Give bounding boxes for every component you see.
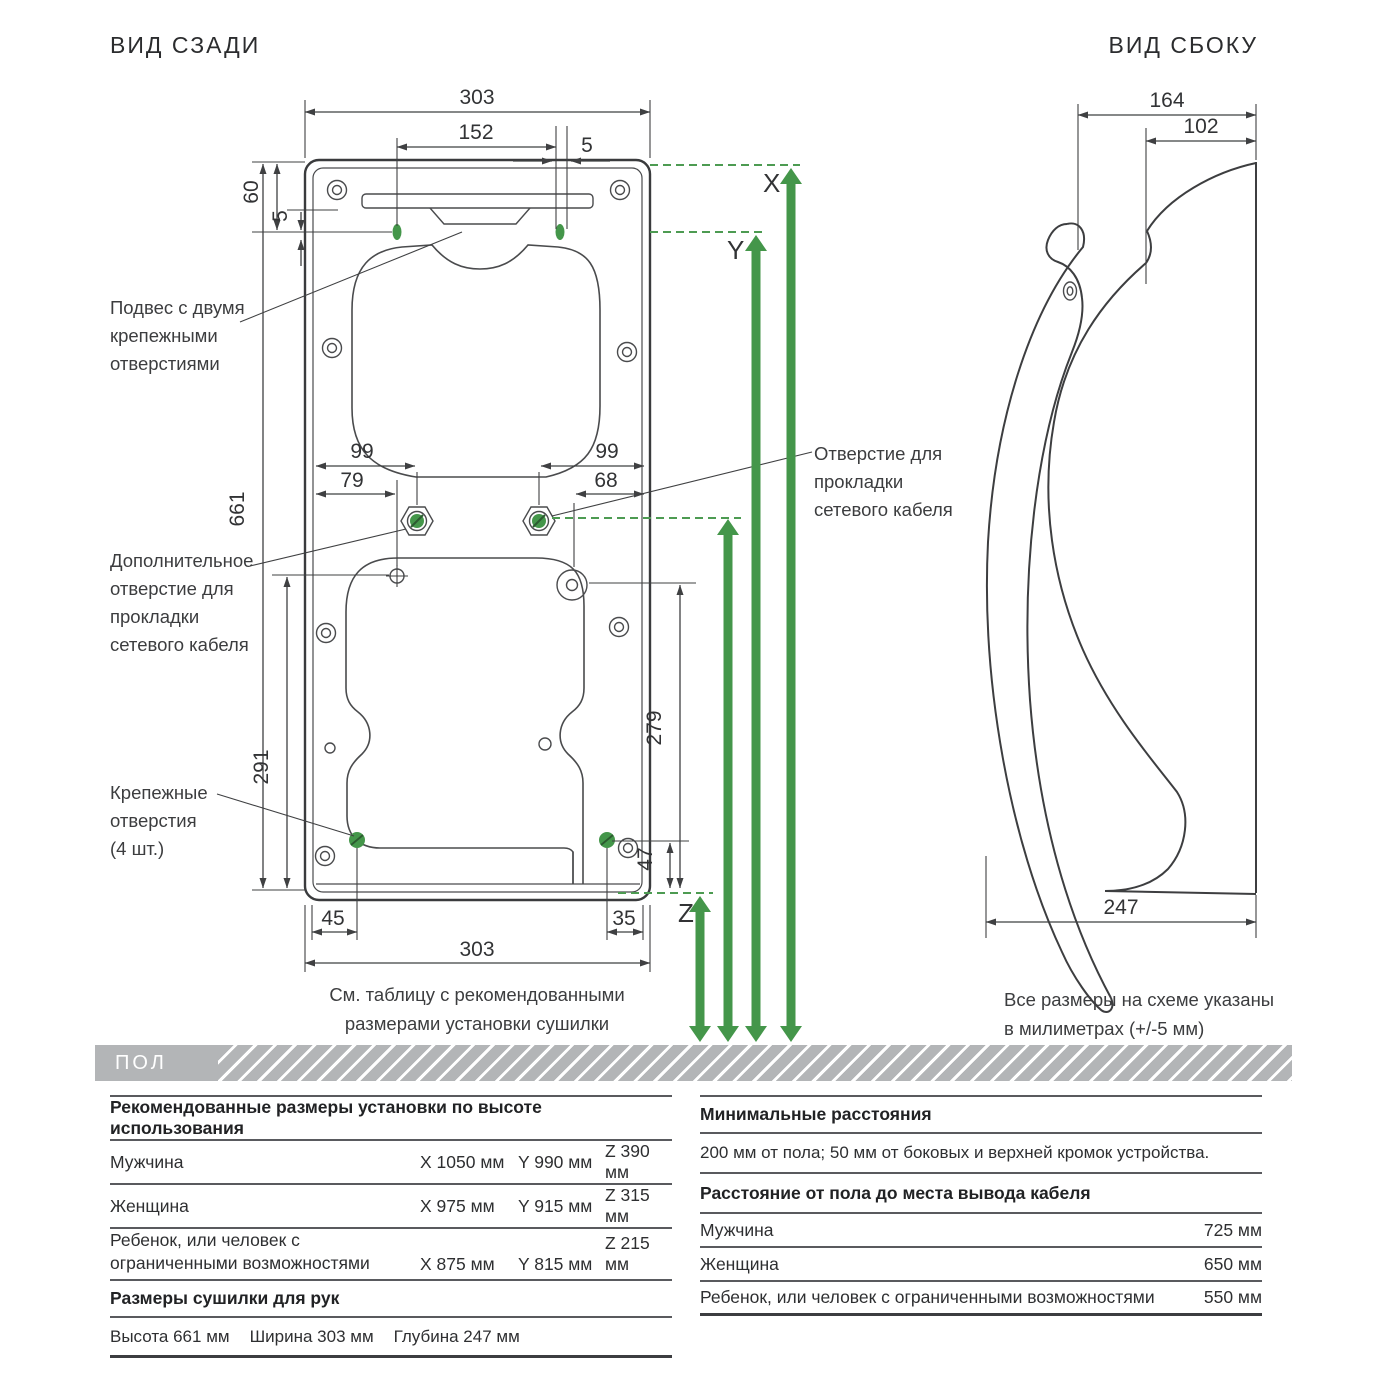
dim-164: 164 [1149,89,1185,112]
cable-annotation-line: сетевого кабеля [814,499,953,520]
arrow-cable-height [717,519,739,1042]
dim-303-bottom: 303 [459,938,495,961]
axis-x-label: X [763,168,781,198]
row-x-value: X 875 мм [420,1254,495,1274]
dim-99-left: 99 [350,440,374,463]
extra-annotation-line: прокладки [110,606,200,627]
row-x-value: X 1050 мм [420,1151,505,1172]
rear-caption-line: размерами установки сушилки [344,1013,610,1034]
row-value: 650 мм [1203,1253,1262,1274]
mount-annotation-line: (4 шт.) [110,838,165,859]
row-y-value: Y 915 мм [518,1195,593,1216]
extra-annotation-line: Дополнительное [110,550,254,571]
floor-label: ПОЛ [95,1045,218,1081]
table-header-text: Рекомендованные размеры установки по высоте использования [110,1097,542,1138]
height-arrows [689,168,802,1042]
arrow-y [745,235,767,1042]
dim-45: 45 [321,907,345,930]
mount-annotation-line: Крепежные [110,782,208,803]
row-z-value: Z 215 мм [605,1233,650,1274]
side-caption-line: Все размеры на схеме указаны [1004,989,1275,1010]
dim-79: 79 [340,469,364,492]
floor-hatch [218,1045,1292,1081]
table-row [110,1141,672,1185]
hanger-annotation-line: отверстиями [110,353,220,374]
row-label: Мужчина [700,1219,774,1240]
hanger-annotation-line: Подвес с двумя [110,297,245,318]
extra-annotation-line: сетевого кабеля [110,634,249,655]
rear-caption [277,980,677,1038]
dim-60: 60 [240,180,263,204]
cable-annotation-line: прокладки [814,471,904,492]
row-z-value: Z 390 мм [605,1141,650,1182]
row-label: Мужчина [110,1151,184,1172]
table-header-text: Минимальные расстояния [700,1104,932,1124]
row-label-line: Ребенок, или человек с [110,1230,300,1250]
side-handle-inner [1027,224,1111,998]
table-row [110,1229,672,1281]
min-distances-row [700,1134,1262,1174]
side-handle-outer [987,223,1112,1012]
side-view-drawing [987,162,1256,1012]
row-value: 725 мм [1203,1219,1262,1240]
side-extension-lines [986,104,1256,938]
dim-152: 152 [458,121,494,144]
install-heights-table [110,1095,672,1358]
dim-5-left: 5 [269,210,292,222]
dim-279: 279 [643,710,666,746]
table-row [700,1282,1262,1316]
dim-47: 47 [634,847,657,871]
row-z-value: Z 315 мм [605,1185,650,1226]
dryer-size-row [110,1318,672,1358]
size-depth: Глубина 247 мм [393,1326,520,1346]
side-caption [1004,985,1304,1043]
dim-102: 102 [1183,115,1219,138]
dim-68: 68 [594,469,618,492]
table-header [700,1097,1262,1134]
hanger-annotation [110,294,290,378]
dim-661: 661 [226,491,249,527]
cable-annotation-line: Отверстие для [814,443,943,464]
hanger-hole-right [556,224,565,240]
rear-caption-line: См. таблицу с рекомендованными [329,984,625,1005]
arrow-x [780,168,802,1042]
row-label: Женщина [110,1195,189,1216]
row-label: Ребенок, или человек с ограниченными возможностями [700,1287,1155,1307]
distances-table [700,1095,1262,1316]
size-height: Высота 661 мм [110,1326,230,1346]
hanger-annotation-line: крепежными [110,325,218,346]
table-header-text: Расстояние от пола до места вывода кабеля [700,1182,1091,1203]
row-y-value: Y 990 мм [518,1151,593,1172]
side-caption-line: в милиметрах (+/-5 мм) [1004,1018,1205,1039]
rear-backplate-drawing [305,126,650,900]
extra-hole-annotation [110,547,300,659]
table-row [110,1185,672,1229]
table-header [700,1174,1262,1214]
dim-303-top: 303 [459,86,495,109]
table-row [700,1214,1262,1248]
dim-291: 291 [250,749,273,785]
mount-holes-annotation [110,779,270,863]
floor-bar [95,1045,1292,1081]
rear-view-title: ВИД СЗАДИ [110,32,261,58]
row-label: Женщина [700,1253,779,1274]
dim-35: 35 [612,907,636,930]
side-body-front [1048,231,1185,891]
row-value: 550 мм [1203,1287,1262,1307]
row-y-value: Y 815 мм [518,1254,593,1274]
table-header-text: Размеры сушилки для рук [110,1288,340,1308]
min-distances-text: 200 мм от пола; 50 мм от боковых и верхней кромок устройства. [700,1143,1210,1162]
dim-5-top: 5 [581,134,593,157]
side-dimension-lines [986,115,1256,922]
table-row [700,1248,1262,1282]
table-header [110,1097,672,1141]
row-label-line: ограниченными возможностями [110,1253,370,1273]
row-x-value: X 975 мм [420,1195,495,1216]
side-view-title: ВИД СБОКУ [1108,32,1258,58]
dim-247: 247 [1103,896,1139,919]
table-header [110,1281,672,1318]
cable-hole-annotation [814,440,1004,524]
axis-y-label: Y [727,235,745,265]
mount-annotation-line: отверстия [110,810,197,831]
dim-99-right: 99 [595,440,619,463]
side-hinge-detail [1064,282,1077,300]
row-label [110,1229,420,1275]
axis-z-label: Z [678,898,694,928]
extra-annotation-line: отверстие для [110,578,234,599]
hanger-hole-left [393,224,402,240]
size-width: Ширина 303 мм [249,1326,374,1346]
